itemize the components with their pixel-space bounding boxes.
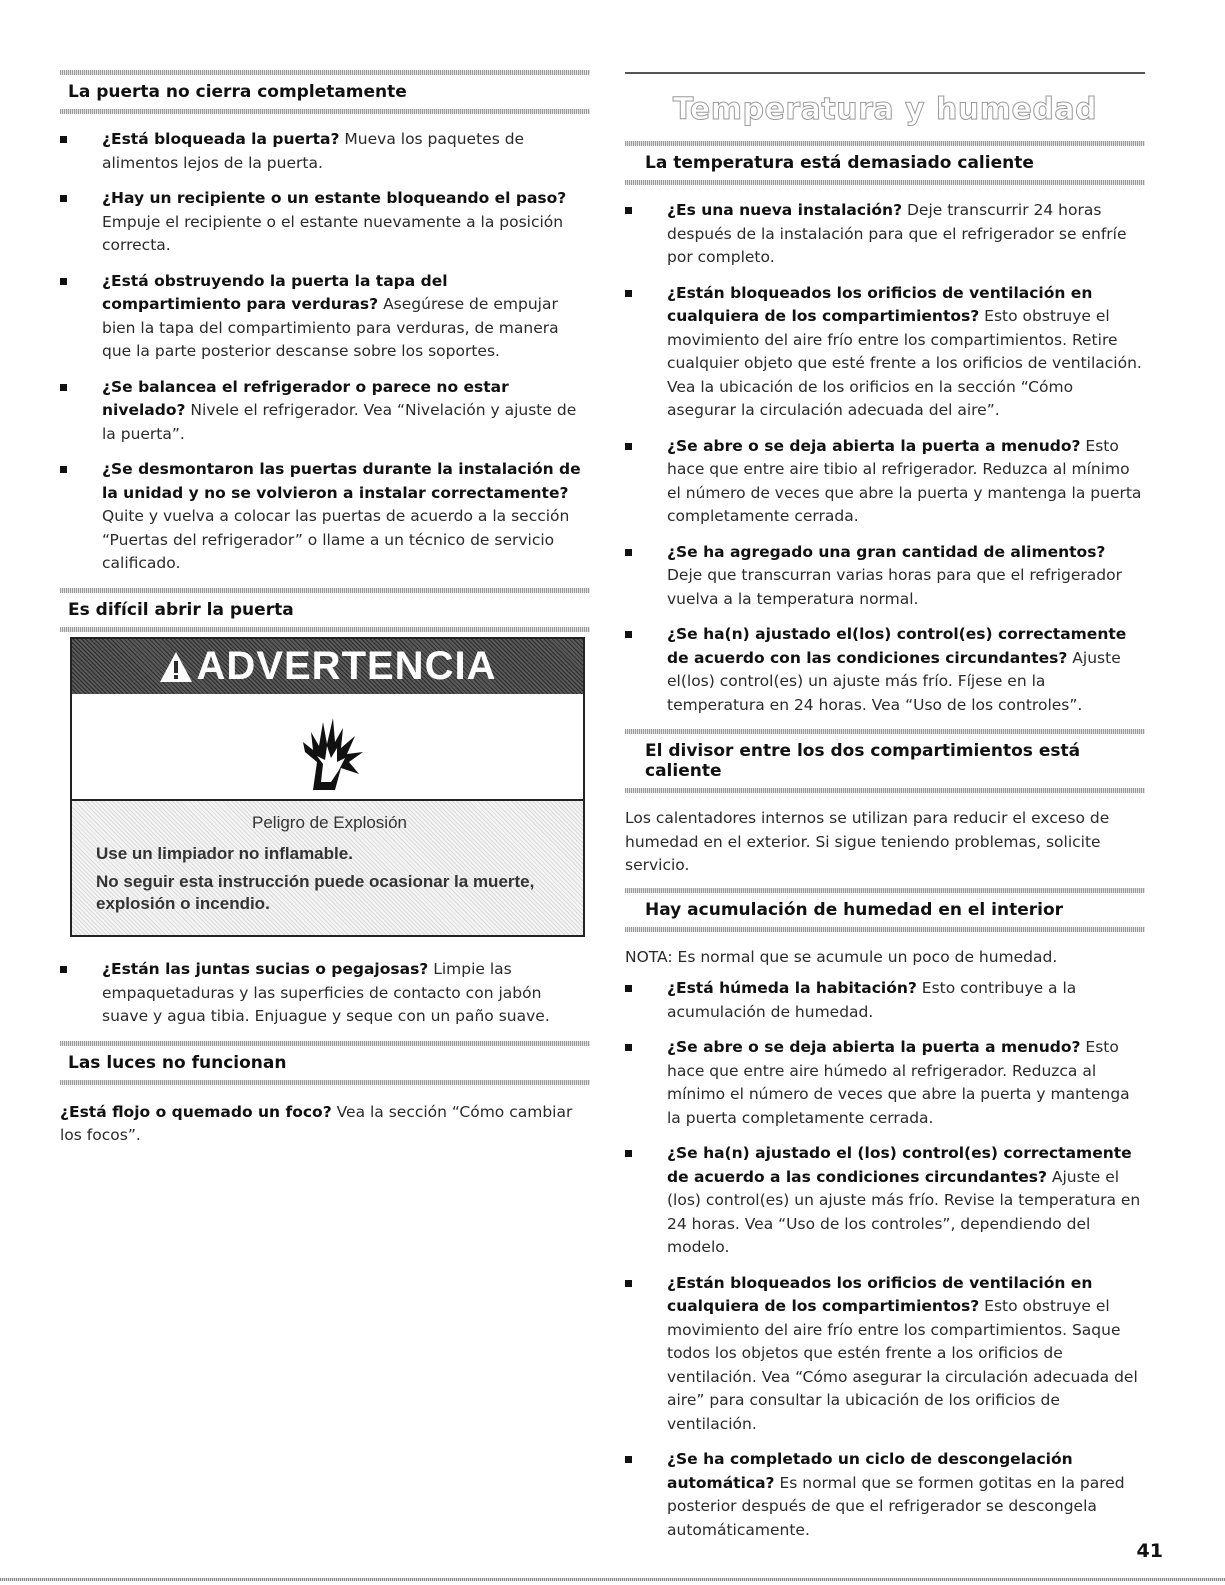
list-item: ¿Se ha(n) ajustado el(los) control(es) correctamente de acuerdo con las condiciones circundantes? Ajuste el(los) control(es) un ajuste más frío. Fíjese en la temperatura en 24 horas. Vea “Uso de los controles”. bbox=[625, 623, 1145, 717]
moisture-list bbox=[625, 977, 1145, 1542]
section-title-moisture: Hay acumulación de humedad en el interior bbox=[645, 899, 1064, 920]
section-title-divider-warm: El divisor entre los dos compartimientos está caliente bbox=[645, 741, 1081, 781]
bottom-rule bbox=[0, 1578, 1225, 1581]
list-item: ¿Está obstruyendo la puerta la tapa del compartimiento para verduras? Asegúrese de empujar bien la tapa del compartimiento para verduras, de manera que la parte posterior descanse sobre los soportes. bbox=[60, 270, 590, 364]
list-item: ¿Están bloqueados los orificios de ventilación en cualquiera de los compartimientos? Esto obstruye el movimiento del aire frío entre los compartimientos. Saque todos los objetos que estén frente a los orificios de ventilación. Vea “Cómo asegurar la circulación adecuada del aire” para consultar la ubicación de los orificios de ventilación. bbox=[625, 1272, 1145, 1437]
warning-body bbox=[72, 801, 583, 935]
section-divider bbox=[625, 180, 1145, 185]
divider-warm-paragraph: Los calentadores internos se utilizan para reducir el exceso de humedad en el exterior. Si sigue teniendo problemas, solicite servicio. bbox=[625, 809, 1110, 874]
list-item: ¿Hay un recipiente o un estante bloqueando el paso? Empuje el recipiente o el estante nuevamente a la posición correcta. bbox=[60, 187, 590, 258]
page-number: 41 bbox=[1136, 1540, 1163, 1562]
temp-warm-list bbox=[625, 199, 1145, 717]
list-item: ¿Se abre o se deja abierta la puerta a menudo? Esto hace que entre aire húmedo al refrigerador. Reduzca al mínimo el número de veces que abre la puerta y mantenga la puerta completamente cerrada. bbox=[625, 1036, 1145, 1130]
section-title-lights: Las luces no funcionan bbox=[68, 1052, 287, 1073]
warning-header bbox=[72, 639, 583, 694]
moisture-note: NOTA: Es normal que se acumule un poco de humedad. bbox=[625, 947, 1058, 966]
section-divider bbox=[60, 1080, 590, 1085]
list-item: ¿Es una nueva instalación? Deje transcurrir 24 horas después de la instalación para que el refrigerador se enfríe por completo. bbox=[625, 199, 1145, 270]
warning-title: ADVERTENCIA bbox=[196, 644, 497, 688]
door-closing-list bbox=[60, 128, 590, 576]
warning-line-2: No seguir esta instrucción puede ocasionar la muerte, explosión o incendio. bbox=[96, 872, 535, 913]
page-title: Temperatura y humedad bbox=[672, 92, 1098, 127]
door-hard-open-list bbox=[60, 958, 590, 1029]
warning-hazard: Peligro de Explosión bbox=[252, 813, 407, 832]
warning-box bbox=[70, 637, 585, 937]
section-divider bbox=[625, 927, 1145, 932]
list-item: ¿Se balancea el refrigerador o parece no estar nivelado? Nivele el refrigerador. Vea “Nivelación y ajuste de la puerta”. bbox=[60, 376, 590, 447]
list-item: ¿Está húmeda la habitación? Esto contribuye a la acumulación de humedad. bbox=[625, 977, 1145, 1024]
left-column bbox=[60, 70, 590, 632]
list-item: ¿Se desmontaron las puertas durante la instalación de la unidad y no se volvieron a instalar correctamente? Quite y vuelva a colocar las puertas de acuerdo a la sección “Puertas del refrigerador” o llame a un técnico de servicio calificado. bbox=[60, 458, 590, 576]
warning-triangle-icon bbox=[159, 651, 193, 683]
section-divider bbox=[60, 627, 590, 632]
list-item: ¿Se ha completado un ciclo de descongelación automática? Es normal que se formen gotitas en la pared posterior después de que el refrigerador se descongela automáticamente. bbox=[625, 1448, 1145, 1542]
list-item: ¿Están bloqueados los orificios de ventilación en cualquiera de los compartimientos? Esto obstruye el movimiento del aire frío entre los compartimientos. Retire cualquier objeto que esté frente a los orificios de ventilación. Vea la ubicación de los orificios en la sección “Cómo asegurar la circulación adecuada del aire”. bbox=[625, 282, 1145, 423]
lights-paragraph: ¿Está flojo o quemado un foco? Vea la sección “Cómo cambiar los focos”. bbox=[60, 1102, 573, 1144]
list-item: ¿Está bloqueada la puerta? Mueva los paquetes de alimentos lejos de la puerta. bbox=[60, 128, 590, 175]
list-item: ¿Se ha agregado una gran cantidad de alimentos? Deje que transcurran varias horas para que el refrigerador vuelva a la temperatura normal. bbox=[625, 541, 1145, 612]
explosion-icon bbox=[283, 702, 373, 792]
warning-line-1: Use un limpiador no inflamable. bbox=[96, 844, 353, 863]
left-column-lower bbox=[60, 958, 590, 1148]
section-divider bbox=[60, 109, 590, 114]
right-column bbox=[625, 72, 1145, 1554]
list-item: ¿Están las juntas sucias o pegajosas? Limpie las empaquetaduras y las superficies de contacto con jabón suave y agua tibia. Enjuague y seque con un paño suave. bbox=[60, 958, 590, 1029]
list-item: ¿Se abre o se deja abierta la puerta a menudo? Esto hace que entre aire tibio al refrigerador. Reduzca al mínimo el número de veces que abre la puerta y mantenga la puerta completamente cerrada. bbox=[625, 435, 1145, 529]
list-item: ¿Se ha(n) ajustado el (los) control(es) correctamente de acuerdo a las condiciones circundantes? Ajuste el (los) control(es) un ajuste más frío. Revise la temperatura en 24 horas. Vea “Uso de los controles”, dependiendo del modelo. bbox=[625, 1142, 1145, 1260]
warning-icon-area bbox=[72, 694, 583, 801]
section-title-door-hard-to-open: Es difícil abrir la puerta bbox=[68, 599, 294, 620]
section-divider bbox=[625, 788, 1145, 793]
section-title-door-not-closing: La puerta no cierra completamente bbox=[68, 82, 407, 102]
section-title-temp-too-warm: La temperatura está demasiado caliente bbox=[645, 153, 1034, 173]
